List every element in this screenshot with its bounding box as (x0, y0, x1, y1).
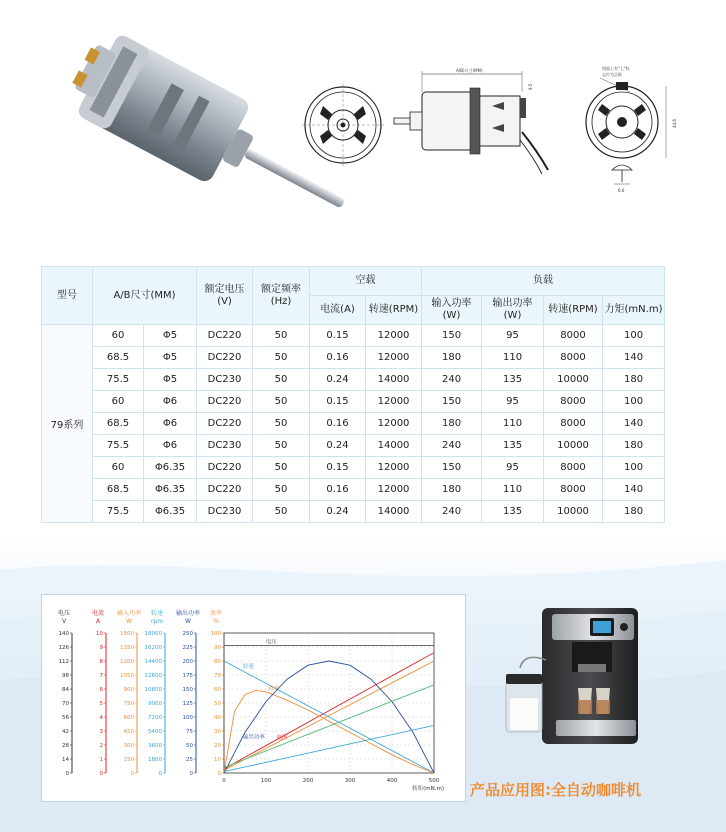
table-cell: 50 (253, 347, 310, 369)
table-cell: 0.16 (310, 479, 366, 501)
axis-tick-label: 8 (99, 659, 103, 665)
header-output-power-unit: (W) (503, 310, 522, 321)
table-cell: 50 (253, 325, 310, 347)
header-input-power (422, 296, 482, 325)
table-cell: 12000 (366, 413, 422, 435)
table-cell: 60 (93, 391, 144, 413)
table-cell: 0.24 (310, 435, 366, 457)
table-cell: 50 (253, 479, 310, 501)
spec-table (41, 266, 665, 523)
table-cell: 95 (482, 457, 544, 479)
table-cell: Φ5 (144, 369, 197, 391)
axis-tick-label: 50 (214, 701, 221, 707)
axis-unit-0: V (61, 618, 67, 625)
axis-name-1: 电流 (91, 610, 105, 617)
table-cell: 12000 (366, 391, 422, 413)
header-voltage-label: 额定电压 (204, 283, 245, 295)
table-cell: DC230 (197, 369, 253, 391)
table-cell: 240 (422, 501, 482, 523)
table-cell: 68.5 (93, 413, 144, 435)
table-cell: 135 (482, 501, 544, 523)
table-cell: Φ6 (144, 413, 197, 435)
table-cell: DC230 (197, 435, 253, 457)
axis-tick-label: 100 (210, 631, 221, 637)
table-cell: 8000 (544, 457, 603, 479)
series-line-6 (224, 725, 434, 771)
table-cell: 75.5 (93, 435, 144, 457)
table-cell: 180 (603, 369, 665, 391)
axis-tick-label: 0 (217, 771, 221, 777)
table-cell: 180 (422, 347, 482, 369)
header-no-load: 空载 (310, 267, 422, 296)
table-cell: 180 (603, 501, 665, 523)
table-cell: 95 (482, 391, 544, 413)
axis-tick-label: 14 (62, 757, 69, 763)
table-cell: 50 (253, 391, 310, 413)
axis-tick-label: 112 (58, 659, 69, 665)
table-cell: 8000 (544, 347, 603, 369)
table-cell: DC220 (197, 391, 253, 413)
header-output-power-label: 输出功率 (492, 298, 533, 309)
table-cell: 8000 (544, 391, 603, 413)
axis-tick-label: 75 (186, 729, 193, 735)
table-cell: 0.16 (310, 347, 366, 369)
table-cell: 0.24 (310, 369, 366, 391)
axis-tick-label: 12600 (144, 673, 162, 679)
header-input-power-label: 输入功率 (431, 298, 472, 309)
table-cell: 180 (603, 435, 665, 457)
table-cell: 140 (603, 413, 665, 435)
front-view-drawing (302, 84, 384, 166)
table-cell: 12000 (366, 457, 422, 479)
table-cell: 140 (603, 347, 665, 369)
header-model: 型号 (42, 267, 93, 325)
axis-tick-label: 7200 (148, 715, 162, 721)
axis-tick-label: 1 (99, 757, 103, 763)
table-cell: 150 (422, 457, 482, 479)
header-input-power-unit: (W) (442, 310, 461, 321)
table-cell: DC220 (197, 413, 253, 435)
table-cell: 240 (422, 435, 482, 457)
series-line-4 (224, 690, 434, 773)
table-cell: 60 (93, 325, 144, 347)
axis-tick-label: 1050 (120, 673, 134, 679)
axis-tick-label: 50 (186, 743, 193, 749)
series-label-4: 效率 (268, 685, 280, 692)
header-frequency-unit: (Hz) (270, 295, 292, 307)
table-cell: 150 (422, 325, 482, 347)
axis-tick-label: 150 (182, 687, 193, 693)
rear-dimension-2: 6.6 (618, 188, 625, 193)
table-cell: Φ6.35 (144, 479, 197, 501)
table-cell: DC220 (197, 457, 253, 479)
table-cell: 180 (422, 413, 482, 435)
axis-tick-label: 60 (214, 687, 221, 693)
table-cell: 50 (253, 457, 310, 479)
axis-tick-label: 10 (214, 757, 221, 763)
axis-tick-label: 10800 (144, 687, 162, 693)
table-cell: 50 (253, 435, 310, 457)
series-line-7 (224, 685, 434, 768)
table-cell: DC230 (197, 501, 253, 523)
table-cell: 68.5 (93, 347, 144, 369)
series-label-5: 输出功率 (242, 734, 265, 741)
axis-tick-label: 126 (58, 645, 69, 651)
axis-tick-label: 1350 (120, 645, 134, 651)
axis-tick-label: 175 (182, 673, 193, 679)
axis-tick-label: 2 (99, 743, 103, 749)
table-cell: 50 (253, 501, 310, 523)
table-cell: 95 (482, 325, 544, 347)
x-axis-label: 转矩(mN.m) (412, 786, 444, 792)
table-cell: 8000 (544, 479, 603, 501)
table-cell: DC220 (197, 479, 253, 501)
axis-tick-label: 450 (123, 729, 134, 735)
axis-unit-1: A (95, 618, 101, 625)
axis-tick-label: 5400 (148, 729, 162, 735)
series-label-0: 电压 (265, 639, 277, 646)
x-tick-label: 0 (222, 778, 226, 784)
axis-tick-label: 6 (99, 687, 103, 693)
table-cell: 10000 (544, 369, 603, 391)
series-label-1: 转速 (242, 663, 254, 670)
side-view-drawing (392, 62, 550, 180)
table-cell: 14000 (366, 501, 422, 523)
axis-tick-label: 0 (99, 771, 103, 777)
table-cell: 110 (482, 413, 544, 435)
table-row (42, 369, 665, 391)
axis-unit-3: rpm (150, 618, 164, 625)
header-output-power (482, 296, 544, 325)
axis-tick-label: 1500 (120, 631, 134, 637)
axis-tick-label: 0 (65, 771, 69, 777)
table-cell: 100 (603, 391, 665, 413)
axis-name-3: 转速 (150, 610, 164, 617)
axis-tick-label: 250 (182, 631, 193, 637)
table-row (42, 413, 665, 435)
table-cell: 0.15 (310, 457, 366, 479)
axis-tick-label: 18000 (144, 631, 162, 637)
table-cell: Φ5 (144, 347, 197, 369)
axis-tick-label: 28 (62, 743, 69, 749)
x-tick-label: 500 (428, 778, 440, 784)
table-row (42, 435, 665, 457)
table-cell: 135 (482, 369, 544, 391)
table-cell: 12000 (366, 479, 422, 501)
table-cell: 10000 (544, 501, 603, 523)
axis-tick-label: 20 (214, 743, 221, 749)
rear-dimension-1: 44.6 (672, 119, 677, 128)
table-cell: 0.16 (310, 413, 366, 435)
table-cell: 75.5 (93, 501, 144, 523)
table-row (42, 501, 665, 523)
axis-tick-label: 100 (182, 715, 193, 721)
series-label-2: 电流 (276, 734, 288, 741)
table-cell: 8000 (544, 325, 603, 347)
table-cell: 14000 (366, 369, 422, 391)
axis-unit-5: % (213, 618, 219, 625)
table-cell: 12000 (366, 347, 422, 369)
axis-tick-label: 42 (62, 729, 69, 735)
header-voltage (197, 267, 253, 325)
axis-tick-label: 30 (214, 729, 221, 735)
axis-tick-label: 600 (123, 715, 134, 721)
table-cell: 0.15 (310, 325, 366, 347)
axis-tick-label: 70 (62, 701, 69, 707)
axis-tick-label: 84 (62, 687, 69, 693)
header-torque: 力矩(mN.m) (603, 296, 665, 325)
table-cell: 135 (482, 435, 544, 457)
axis-tick-label: 7 (99, 673, 103, 679)
axis-tick-label: 10 (96, 631, 103, 637)
axis-tick-label: 4 (99, 715, 103, 721)
axis-tick-label: 80 (214, 659, 221, 665)
series-line-2 (224, 653, 434, 769)
axis-tick-label: 16200 (144, 645, 162, 651)
table-cell: 60 (93, 457, 144, 479)
header-load: 负载 (422, 267, 665, 296)
table-cell: 150 (422, 391, 482, 413)
header-noload-speed: 转速(RPM) (366, 296, 422, 325)
table-cell: 50 (253, 369, 310, 391)
axis-tick-label: 9000 (148, 701, 162, 707)
axis-tick-label: 900 (123, 687, 134, 693)
table-row (42, 391, 665, 413)
x-tick-label: 300 (344, 778, 356, 784)
axis-tick-label: 1800 (148, 757, 162, 763)
axis-tick-label: 25 (186, 757, 193, 763)
table-cell: Φ5 (144, 325, 197, 347)
table-row (42, 457, 665, 479)
axis-tick-label: 40 (214, 715, 221, 721)
side-dimension-b: 9.5 (528, 83, 533, 90)
series-cell: 79系列 (42, 325, 93, 523)
table-cell: 110 (482, 347, 544, 369)
table-row (42, 325, 665, 347)
axis-unit-4: W (185, 618, 191, 625)
table-cell: Φ6.35 (144, 501, 197, 523)
table-cell: 50 (253, 413, 310, 435)
axis-tick-label: 140 (58, 631, 69, 637)
axis-tick-label: 5 (99, 701, 103, 707)
header-ab-size: A/B尺寸(MM) (93, 267, 197, 325)
table-row (42, 479, 665, 501)
axis-unit-2: W (126, 618, 132, 625)
axis-tick-label: 150 (123, 757, 134, 763)
x-tick-label: 200 (302, 778, 314, 784)
table-cell: Φ6.35 (144, 457, 197, 479)
x-tick-label: 400 (386, 778, 398, 784)
table-cell: 8000 (544, 413, 603, 435)
side-dimension-label: A(B)尺寸(MM) (456, 68, 483, 73)
axis-tick-label: 0 (158, 771, 162, 777)
table-cell: 14000 (366, 435, 422, 457)
coffee-machine-image (494, 602, 644, 750)
axis-tick-label: 0 (130, 771, 134, 777)
axis-tick-label: 750 (123, 701, 134, 707)
table-cell: 240 (422, 369, 482, 391)
x-tick-label: 100 (260, 778, 272, 784)
axis-tick-label: 14400 (144, 659, 162, 665)
table-row (42, 347, 665, 369)
axis-name-0: 电压 (57, 610, 71, 617)
axis-name-2: 输入功率 (116, 610, 142, 617)
axis-tick-label: 200 (182, 659, 193, 665)
header-load-speed: 转速(RPM) (544, 296, 603, 325)
axis-tick-label: 300 (123, 743, 134, 749)
polarity-note-2: 志位为正极 (602, 72, 622, 77)
polarity-note-1: 图面上有"七"标 (602, 66, 630, 71)
axis-tick-label: 98 (62, 673, 69, 679)
axis-tick-label: 225 (182, 645, 193, 651)
header-voltage-unit: (V) (217, 295, 232, 307)
table-cell: 0.15 (310, 391, 366, 413)
table-cell: 100 (603, 457, 665, 479)
axis-name-5: 效率 (209, 610, 223, 617)
axis-tick-label: 90 (214, 645, 221, 651)
table-cell: 68.5 (93, 479, 144, 501)
axis-tick-label: 125 (182, 701, 193, 707)
axis-tick-label: 56 (62, 715, 69, 721)
header-current: 电流(A) (310, 296, 366, 325)
performance-chart (41, 594, 466, 802)
table-cell: DC220 (197, 325, 253, 347)
table-cell: 140 (603, 479, 665, 501)
axis-tick-label: 70 (214, 673, 221, 679)
table-cell: 75.5 (93, 369, 144, 391)
table-cell: Φ6 (144, 435, 197, 457)
application-caption: 产品应用图:全自动咖啡机 (470, 781, 641, 799)
header-frequency-label: 额定频率 (261, 283, 302, 295)
table-cell: DC220 (197, 347, 253, 369)
table-cell: 180 (422, 479, 482, 501)
table-cell: 12000 (366, 325, 422, 347)
table-cell: 0.24 (310, 501, 366, 523)
axis-tick-label: 3 (99, 729, 103, 735)
axis-tick-label: 1200 (120, 659, 134, 665)
axis-tick-label: 3600 (148, 743, 162, 749)
rear-view-drawing (580, 62, 690, 194)
header-frequency (253, 267, 310, 325)
axis-tick-label: 0 (189, 771, 193, 777)
table-cell: 100 (603, 325, 665, 347)
table-cell: 110 (482, 479, 544, 501)
axis-tick-label: 9 (99, 645, 103, 651)
table-cell: Φ6 (144, 391, 197, 413)
axis-name-4: 输出功率 (175, 610, 201, 617)
table-cell: 10000 (544, 435, 603, 457)
